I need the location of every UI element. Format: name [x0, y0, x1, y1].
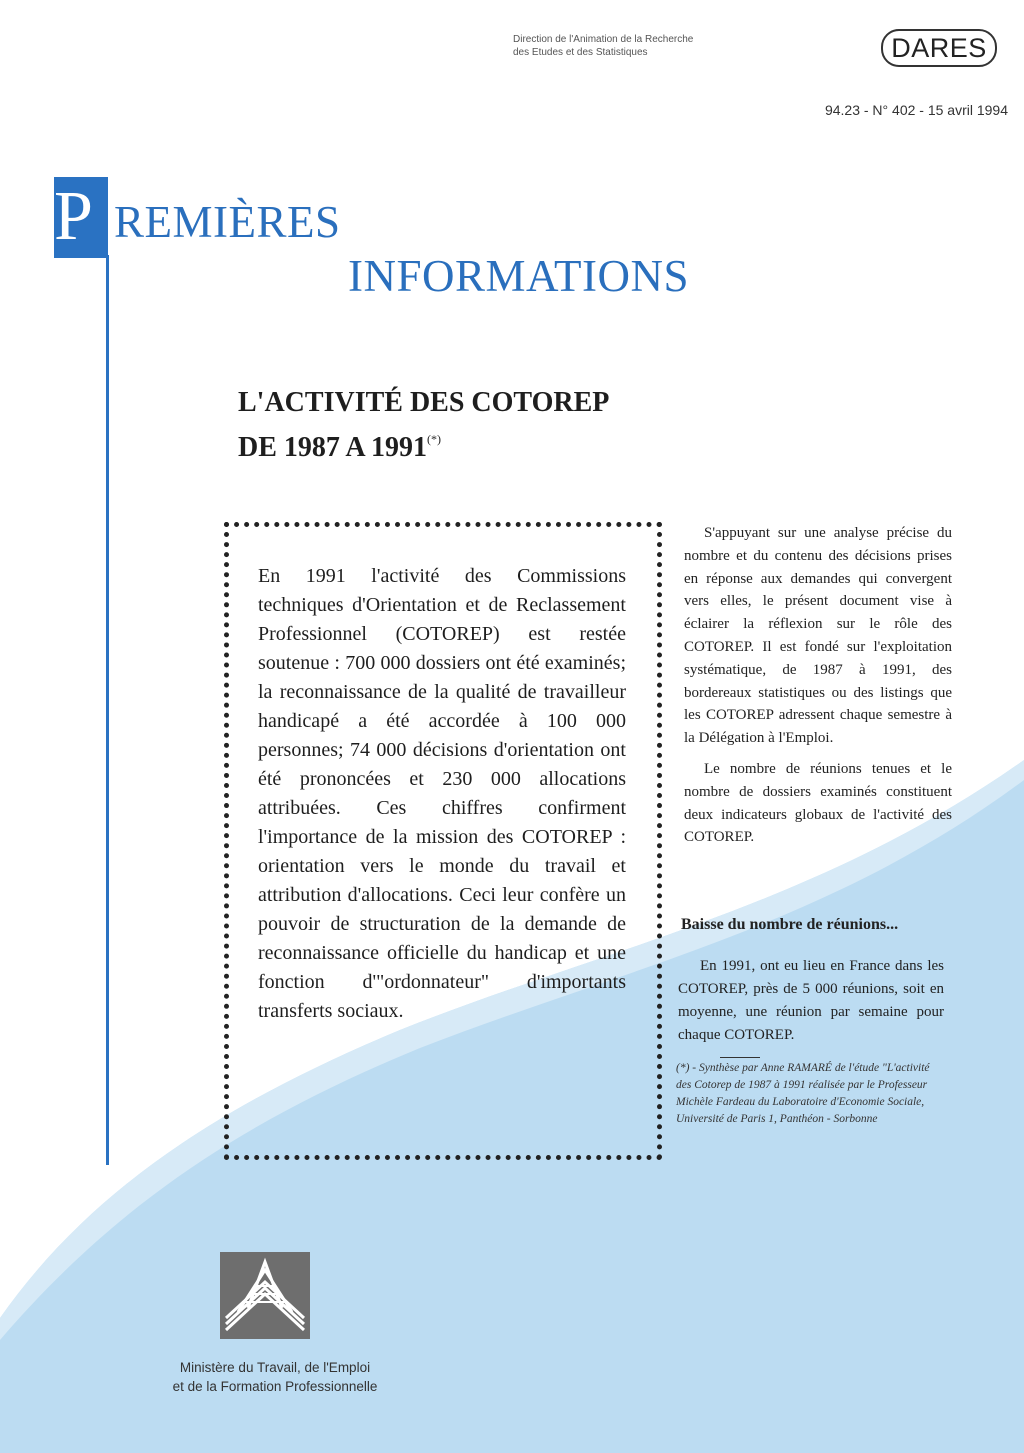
article-title-line2-text: DE 1987 A 1991	[238, 432, 428, 463]
masthead-title-line2: INFORMATIONS	[348, 251, 690, 301]
intro-paragraph-2: Le nombre de réunions tenues et le nombre de dossiers examinés constituent deux indicateurs globaux de l'activité des COTOREP.	[684, 760, 952, 846]
title-footnote-marker: (*)	[427, 432, 442, 446]
direction-line-1: Direction de l'Animation de la Recherche	[513, 34, 694, 45]
ministry-logo-icon	[220, 1252, 310, 1339]
dares-badge: DARES	[881, 29, 997, 67]
direction-label	[513, 33, 813, 59]
section-heading: Baisse du nombre de réunions...	[681, 916, 899, 933]
masthead-initial: P	[54, 178, 93, 255]
article-title-line1: L'ACTIVITÉ DES COTOREP	[238, 387, 610, 418]
summary-text: En 1991 l'activité des Commissions techniques d'Orientation et de Reclassement Professionnel (COTOREP) est restée soutenue : 700 000 dossiers ont été examinés; la reconnaissance de la qualité de travailleur handicapé a été accordée à 100 000 personnes; 74 000 décisions d'orientation ont été prononcées et 230 000 allocations attribuées. Ces chiffres confirment l'importance de la mission des COTOREP : orientation vers le monde du travail et attribution d'allocations. Ceci leur confère un pouvoir de structuration de la demande de reconnaissance officielle du handicap et une fonction d'"ordonnateur" d'importants transferts sociaux.	[258, 565, 626, 1022]
article-title	[238, 384, 678, 466]
footnote-rule	[720, 1057, 760, 1058]
article-title-line2	[238, 421, 678, 466]
ministry-name	[130, 1358, 420, 1396]
intro-column	[684, 522, 952, 849]
ministry-line-1: Ministère du Travail, de l'Emploi	[179, 1360, 371, 1375]
ministry-line-2: et de la Formation Professionnelle	[172, 1379, 378, 1394]
masthead-title-line1: REMIÈRES	[114, 197, 341, 247]
direction-line-2: des Etudes et des Statistiques	[513, 47, 648, 58]
intro-paragraph-1: S'appuyant sur une analyse précise du nombre et du contenu des décisions prises en réponse aux demandes qui convergent vers elles, le présent document vise à éclairer la réflexion sur le rôle des COTOREP. Il est fondé sur l'exploitation systématique, de 1987 à 1991, des bordereaux statistiques ou des listings que les COTOREP adressent chaque semestre à la Délégation à l'Emploi.	[684, 525, 952, 747]
masthead-vertical-rule	[106, 255, 109, 1165]
section-paragraph: En 1991, ont eu lieu en France dans les COTOREP, près de 5 000 réunions, soit en moyenne, une réunion par semaine pour chaque COTOREP.	[678, 958, 944, 1043]
footnote: (*) - Synthèse par Anne RAMARÉ de l'étude "L'activité des Cotorep de 1987 à 1991 réalisée par le Professeur Michèle Fardeau du Laboratoire d'Economie Sociale, Université de Paris 1, Panthéon - Sorbonne	[676, 1062, 930, 1125]
issue-number: 94.23 - N° 402 - 15 avril 1994	[824, 102, 1008, 118]
